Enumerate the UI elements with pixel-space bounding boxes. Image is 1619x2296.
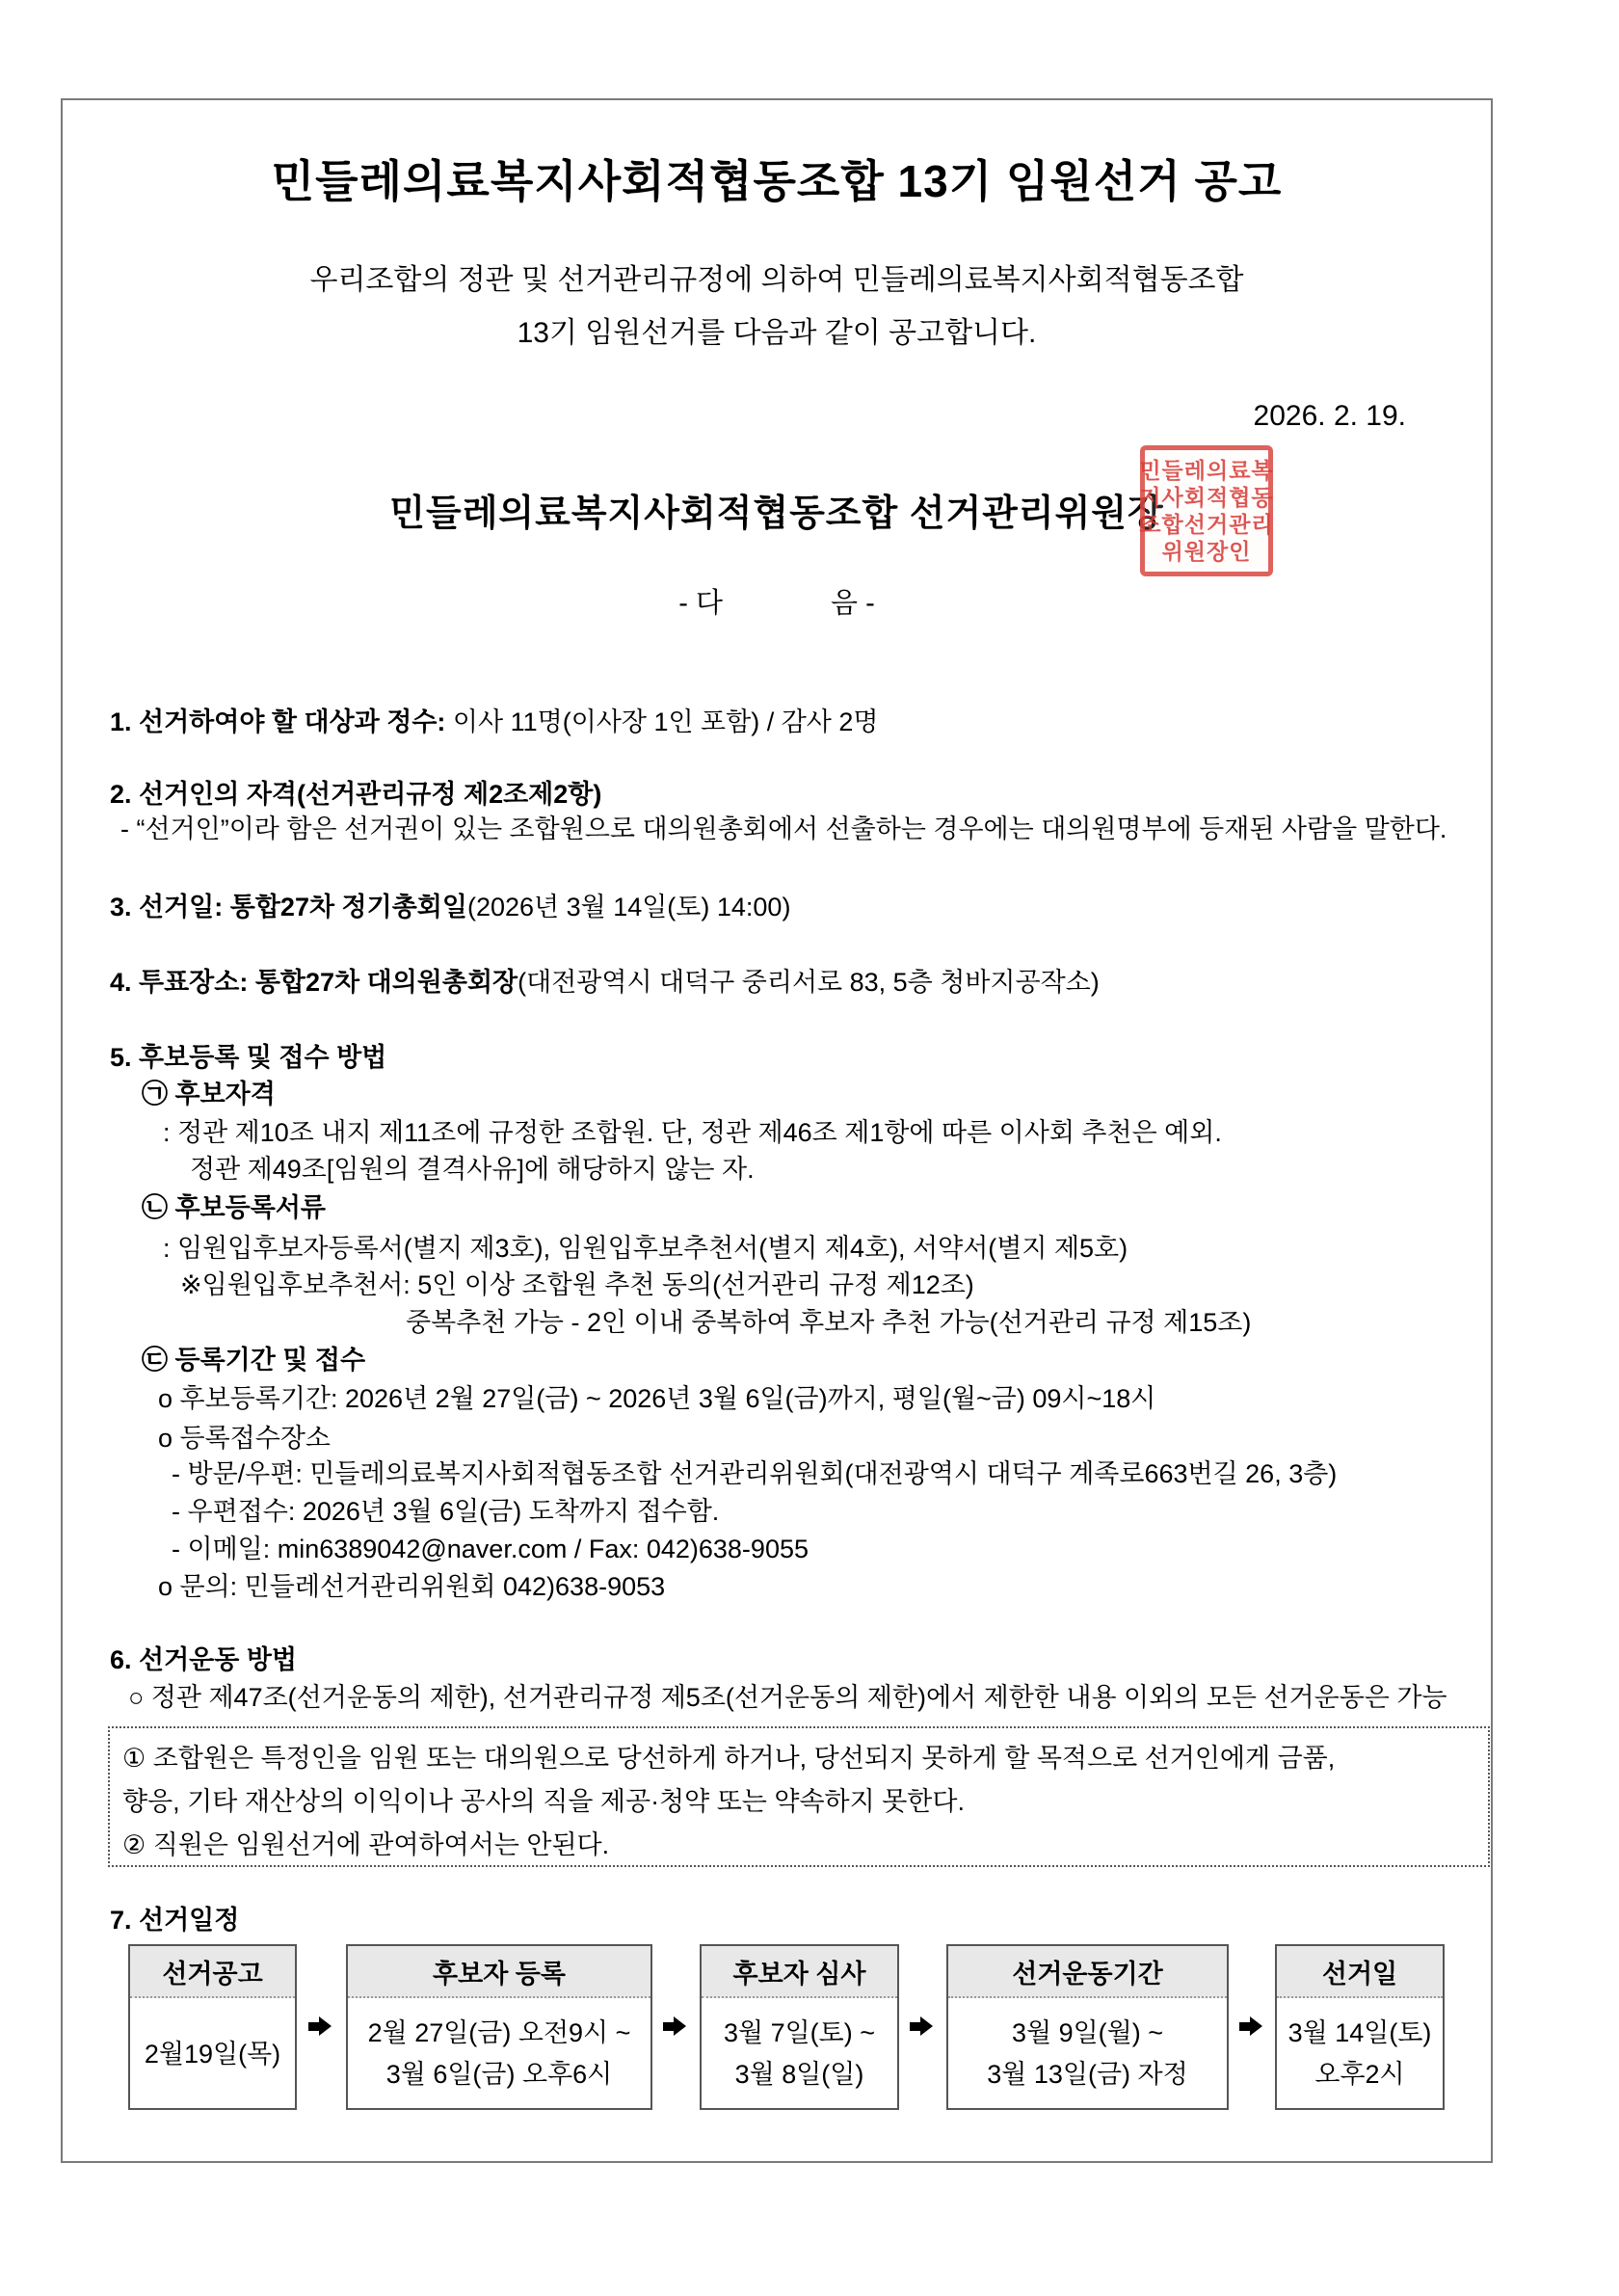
schedule-step-header: 선거운동기간 xyxy=(948,1946,1227,1998)
daum-divider xyxy=(63,581,1491,621)
section-5a-line1: : 정관 제10조 내지 제11조에 규정한 조합원. 단, 정관 제46조 제1항에 따른 이사회 추천은 예외. xyxy=(163,1118,1222,1147)
section-4-text: (대전광역시 대덕구 중리서로 83, 5층 청바지공작소) xyxy=(518,968,1100,997)
schedule-step-announcement xyxy=(128,1944,297,2110)
schedule-step-date: 3월 6일(금) 오후6시 xyxy=(385,2060,613,2089)
notice-line-1: ① 조합원은 특정인을 임원 또는 대의원으로 당선하게 하거나, 당선되지 못하게 할 목적으로 선거인에게 금품, xyxy=(122,1744,1336,1773)
schedule-step-header: 후보자 등록 xyxy=(348,1946,650,1998)
flow-arrow-icon xyxy=(1239,2016,1262,2036)
section-5c-line3: - 방문/우편: 민들레의료복지사회적협동조합 선거관리위원회(대전광역시 대덕구 계족로663번길 26, 3층) xyxy=(172,1459,1338,1488)
section-5c-label: ㉢ 등록기간 및 접수 xyxy=(142,1346,366,1375)
schedule-step-header: 선거공고 xyxy=(130,1946,295,1998)
section-6-body: ○ 정관 제47조(선거운동의 제한), 선거관리규정 제5조(선거운동의 제한)에서 제한한 내용 이외의 모든 선거운동은 가능 xyxy=(128,1683,1447,1712)
stamp-row: 조합선거관리 xyxy=(1139,512,1274,537)
official-seal-stamp xyxy=(1140,445,1273,576)
schedule-step-date: 2월19일(목) xyxy=(144,2039,281,2069)
stamp-row: 위원장인 xyxy=(1161,539,1252,564)
section-1 xyxy=(110,707,878,738)
page-border xyxy=(61,98,1493,2163)
schedule-step-date: 3월 8일(일) xyxy=(734,2060,864,2089)
section-3-text: (2026년 3월 14일(토) 14:00) xyxy=(466,893,791,921)
section-1-text: 이사 11명(이사장 1인 포함) / 감사 2명 xyxy=(445,707,879,736)
intro-line-2: 13기 임원선거를 다음과 같이 공고합니다. xyxy=(517,317,1037,349)
section-6-label: 6. 선거운동 방법 xyxy=(110,1645,298,1674)
intro-line-1: 우리조합의 정관 및 선거관리규정에 의하여 민들레의료복지사회적협동조합 xyxy=(309,264,1244,296)
issuer-title: 민들레의료복지사회적협동조합 선거관리위원장 xyxy=(389,494,1164,534)
schedule-step-election-day xyxy=(1275,1944,1445,2110)
schedule-step-header: 선거일 xyxy=(1277,1946,1443,1998)
section-2-body: - “선거인”이라 함은 선거권이 있는 조합원으로 대의원총회에서 선출하는 경우에는 대의원명부에 등재된 사람을 말한다. xyxy=(120,814,1447,843)
notice-line-3: ② 직원은 임원선거에 관여하여서는 안된다. xyxy=(122,1830,610,1859)
schedule-step-registration xyxy=(346,1944,652,2110)
announcement-date: 2026. 2. 19. xyxy=(1253,400,1406,432)
schedule-step-screening xyxy=(700,1944,899,2110)
schedule-step-date: 3월 14일(토) xyxy=(1287,2018,1432,2047)
section-5b-line3: 중복추천 가능 - 2인 이내 중복하여 후보자 추천 가능(선거관리 규정 제15조) xyxy=(406,1308,1252,1337)
section-5c-line2: o 등록접수장소 xyxy=(158,1424,332,1453)
flow-arrow-icon xyxy=(308,2016,332,2036)
stamp-row: 민들레의료복 xyxy=(1139,458,1274,483)
section-5b-label: ㉡ 후보등록서류 xyxy=(142,1193,326,1222)
section-3-label: 3. 선거일: 통합27차 정기총회일 xyxy=(110,893,467,921)
schedule-step-header: 후보자 심사 xyxy=(702,1946,897,1998)
section-3 xyxy=(110,892,790,923)
section-5c-line1: o 후보등록기간: 2026년 2월 27일(금) ~ 2026년 3월 6일(금)까지, 평일(월~금) 09시~18시 xyxy=(158,1384,1156,1413)
section-5a-line2: 정관 제49조[임원의 결격사유]에 해당하지 않는 자. xyxy=(190,1155,755,1184)
section-5b-line2: ※임원입후보추천서: 5인 이상 조합원 추천 동의(선거관리 규정 제12조) xyxy=(180,1270,974,1299)
section-5c-line4: - 우편접수: 2026년 3월 6일(금) 도착까지 접수함. xyxy=(172,1497,720,1526)
stamp-row: 지사회적협동 xyxy=(1139,485,1274,510)
flow-arrow-icon xyxy=(910,2016,933,2036)
section-5-label: 5. 후보등록 및 접수 방법 xyxy=(110,1043,387,1072)
section-4 xyxy=(110,967,1100,999)
notice-line-2: 향응, 기타 재산상의 이익이나 공사의 직을 제공·청약 또는 약속하지 못한다. xyxy=(122,1787,965,1816)
schedule-step-date: 3월 7일(토) ~ xyxy=(723,2018,876,2047)
schedule-step-date: 3월 13일(금) 자정 xyxy=(987,2060,1188,2089)
section-4-label: 4. 투표장소: 통합27차 대의원총회장 xyxy=(110,968,518,997)
page-title: 민들레의료복지사회적협동조합 13기 임원선거 공고 xyxy=(271,156,1283,206)
schedule-step-campaign xyxy=(946,1944,1229,2110)
daum-left: - 다 xyxy=(678,588,723,619)
schedule-step-date: 2월 27일(금) 오전9시 ~ xyxy=(367,2018,631,2047)
section-5b-line1: : 임원입후보자등록서(별지 제3호), 임원입후보추천서(별지 제4호), 서약서(별지 제5호) xyxy=(163,1234,1128,1263)
section-5c-line5: - 이메일: min6389042@naver.com / Fax: 042)638-9055 xyxy=(172,1535,809,1563)
schedule-step-date: 3월 9일(월) ~ xyxy=(1011,2018,1164,2047)
flow-arrow-icon xyxy=(663,2016,686,2036)
section-7-label: 7. 선거일정 xyxy=(110,1906,240,1935)
schedule-step-date: 오후2시 xyxy=(1314,2060,1405,2089)
section-2-label: 2. 선거인의 자격(선거관리규정 제2조제2항) xyxy=(110,780,602,809)
daum-right: 음 - xyxy=(831,588,875,619)
election-restriction-notice-box xyxy=(108,1726,1490,1867)
section-1-label: 1. 선거하여야 할 대상과 정수: xyxy=(110,707,446,736)
section-5c-line6: o 문의: 민들레선거관리위원회 042)638-9053 xyxy=(158,1572,666,1601)
section-5a-label: ㉠ 후보자격 xyxy=(142,1080,276,1108)
